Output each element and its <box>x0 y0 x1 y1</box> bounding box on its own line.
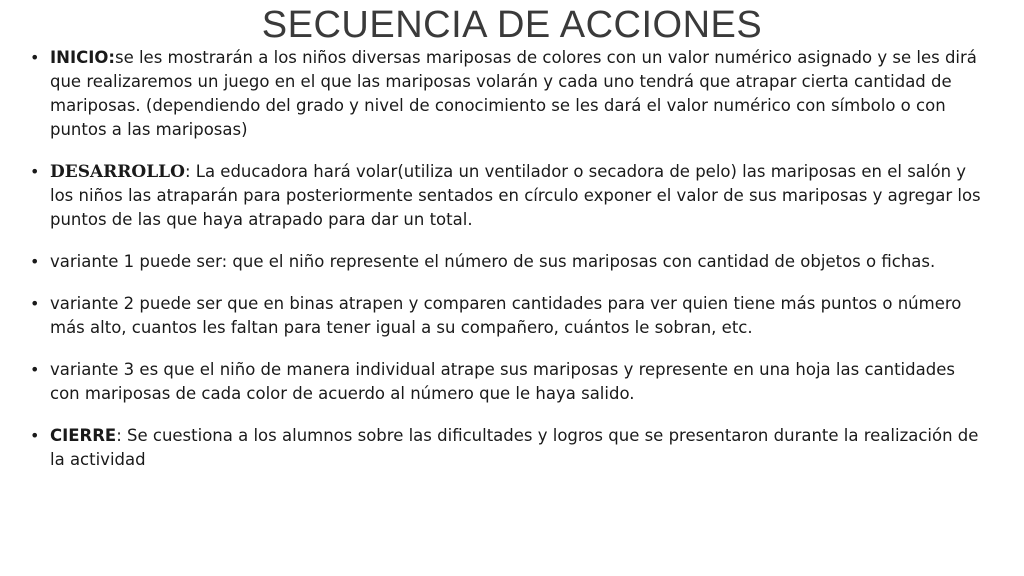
bullet-dot-icon: • <box>30 252 40 271</box>
bullet-dot-icon: • <box>30 48 40 67</box>
bullet-cierre <box>30 424 985 472</box>
slide-title: SECUENCIA DE ACCIONES <box>261 4 763 46</box>
bullet-list <box>30 46 985 490</box>
bullet-text-desarrollo: : La educadora hará volar(utiliza un ventilador o secadora de pelo) las mariposas en el salón y los niños las atraparán para posteriormente sentados en círculo exponer el valor de sus mariposas y agregar los puntos de las que haya atrapado para dar un total. <box>50 162 981 229</box>
bullet-dot-icon: • <box>30 360 40 379</box>
bullet-text-variante-3: variante 3 es que el niño de manera individual atrape sus mariposas y represente en una hoja las cantidades con mariposas de cada color de acuerdo al número que le haya salido. <box>50 360 955 403</box>
bullet-dot-icon: • <box>30 426 40 445</box>
bullet-text-variante-2: variante 2 puede ser que en binas atrapen y comparen cantidades para ver quien tiene más puntos o número más alto, cuantos les faltan para tener igual a su compañero, cuántos le sobran, etc. <box>50 294 962 337</box>
bullet-lead-inicio: INICIO: <box>50 48 115 67</box>
bullet-lead-cierre: CIERRE <box>50 426 117 445</box>
bullet-desarrollo <box>30 160 985 232</box>
bullet-dot-icon: • <box>30 162 40 181</box>
bullet-text-inicio: se les mostrarán a los niños diversas mariposas de colores con un valor numérico asignado y se les dirá que realizaremos un juego en el que las mariposas volarán y cada uno tendrá que atrapar cierta cantidad de mariposas. (dependiendo del grado y nivel de conocimiento se les dará el valor numérico con símbolo o con puntos a las mariposas) <box>50 48 977 139</box>
bullet-text-variante-1: variante 1 puede ser: que el niño represente el número de sus mariposas con cantidad de objetos o fichas. <box>50 252 936 271</box>
bullet-text-cierre: : Se cuestiona a los alumnos sobre las dificultades y logros que se presentaron durante la realización de la actividad <box>50 426 979 469</box>
bullet-lead-desarrollo: DESARROLLO <box>50 162 185 182</box>
bullet-variante-1 <box>30 250 985 274</box>
bullet-variante-3 <box>30 358 985 406</box>
bullet-variante-2 <box>30 292 985 340</box>
bullet-inicio <box>30 46 985 142</box>
bullet-dot-icon: • <box>30 294 40 313</box>
